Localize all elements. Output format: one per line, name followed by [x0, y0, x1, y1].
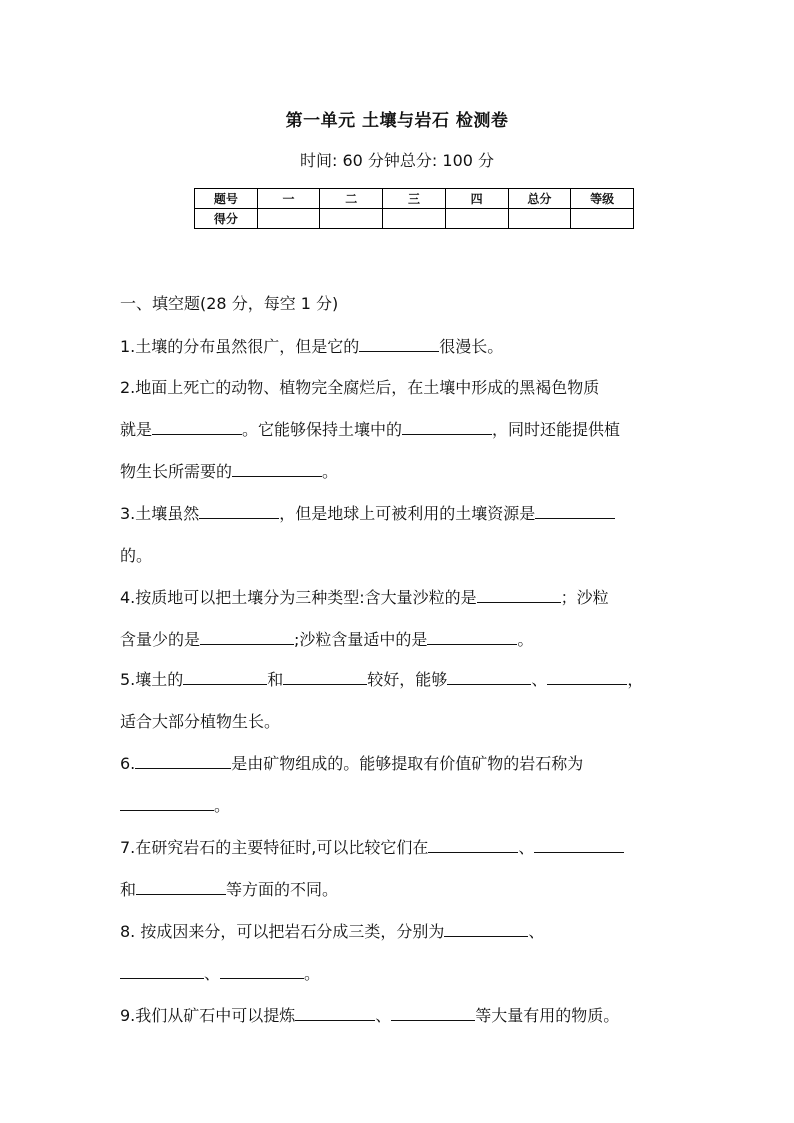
- question-7-line-1: 7.在研究岩石的主要特征时,可以比较它们在 、: [120, 838, 680, 858]
- answer-blank[interactable]: [183, 670, 267, 685]
- answer-blank[interactable]: [427, 630, 517, 645]
- question-2-line-1: 2.地面上死亡的动物、植物完全腐烂后，在土壤中形成的黑褐色物质: [120, 378, 600, 397]
- answer-blank[interactable]: [547, 670, 627, 685]
- question-4-line-2: 含量少的是 ;沙粒含量适中的是 。: [120, 630, 534, 649]
- score-header-cell: 一: [257, 189, 320, 209]
- answer-blank[interactable]: [232, 462, 322, 477]
- question-5-line-1: 5.壤土的 和 较好，能够 、 ，: [120, 670, 644, 689]
- score-header-cell: 总分: [508, 189, 571, 209]
- answer-blank[interactable]: [535, 504, 615, 519]
- exam-time-score: 时间: 60 分钟总分: 100 分: [299, 151, 495, 170]
- question-8-line-2: 、 。: [120, 964, 680, 984]
- score-header-cell: 三: [383, 189, 446, 209]
- score-row-label: 得分: [195, 209, 258, 229]
- answer-blank[interactable]: [136, 880, 226, 895]
- score-cell[interactable]: [320, 209, 383, 229]
- answer-blank[interactable]: [402, 420, 492, 435]
- answer-blank[interactable]: [120, 964, 204, 979]
- answer-blank[interactable]: [200, 630, 294, 645]
- answer-blank[interactable]: [283, 670, 367, 685]
- question-7-line-2: 和 等方面的不同。: [120, 880, 339, 899]
- question-6-line-2: 。: [120, 796, 680, 816]
- answer-blank[interactable]: [152, 420, 242, 435]
- answer-blank[interactable]: [447, 670, 531, 685]
- answer-blank[interactable]: [534, 838, 624, 853]
- score-cell[interactable]: [571, 209, 634, 229]
- answer-blank[interactable]: [220, 964, 304, 979]
- answer-blank[interactable]: [359, 337, 439, 352]
- answer-blank[interactable]: [444, 922, 528, 937]
- score-table-header-row: [195, 189, 634, 209]
- question-2-line-3: 物生长所需要的 。: [120, 462, 339, 481]
- exam-title: 第一单元 土壤与岩石 检测卷: [285, 111, 509, 131]
- answer-blank[interactable]: [391, 1006, 475, 1021]
- score-header-cell: 题号: [195, 189, 258, 209]
- score-cell[interactable]: [383, 209, 446, 229]
- question-8-line-1: 8. 按成因来分，可以把岩石分成三类，分别为 、: [120, 922, 545, 941]
- score-table-score-row: [195, 209, 634, 229]
- answer-blank[interactable]: [199, 504, 279, 519]
- question-5-line-2: 适合大部分植物生长。: [120, 712, 281, 731]
- score-table: [194, 188, 634, 229]
- score-header-cell: 二: [320, 189, 383, 209]
- score-header-cell: 等级: [571, 189, 634, 209]
- question-1: 1.土壤的分布虽然很广，但是它的 很漫长。: [120, 337, 504, 356]
- answer-blank[interactable]: [428, 838, 518, 853]
- question-4-line-1: 4.按质地可以把土壤分为三种类型:含大量沙粒的是 ；沙粒: [120, 588, 609, 607]
- question-9: 9.我们从矿石中可以提炼 、 等大量有用的物质。: [120, 1006, 620, 1025]
- answer-blank[interactable]: [477, 588, 561, 603]
- question-3-line-1: 3.土壤虽然 ，但是地球上可被利用的土壤资源是: [120, 504, 680, 524]
- answer-blank[interactable]: [120, 796, 214, 811]
- section-heading: 一、填空题(28 分，每空 1 分): [120, 294, 339, 313]
- score-cell[interactable]: [445, 209, 508, 229]
- answer-blank[interactable]: [135, 754, 231, 769]
- question-6-line-1: 6. 是由矿物组成的。能够提取有价值矿物的岩石称为: [120, 754, 584, 773]
- question-3-line-2: 的。: [120, 546, 153, 565]
- answer-blank[interactable]: [295, 1006, 375, 1021]
- question-2-line-2: 就是 。它能够保持土壤中的 ，同时还能提供植: [120, 420, 621, 439]
- score-cell[interactable]: [257, 209, 320, 229]
- score-cell[interactable]: [508, 209, 571, 229]
- score-header-cell: 四: [445, 189, 508, 209]
